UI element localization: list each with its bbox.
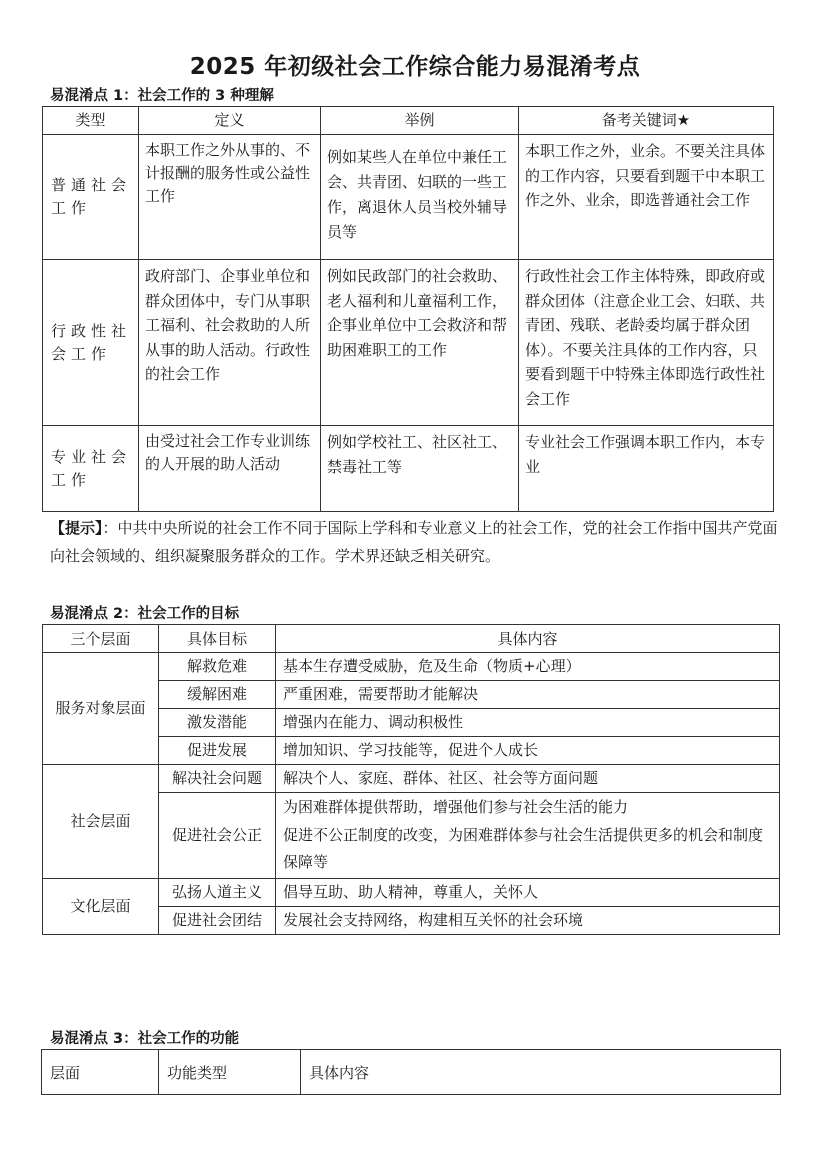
- table-row: [43, 765, 780, 793]
- section3-heading: 易混淆点 3：社会工作的功能: [50, 1031, 240, 1047]
- type-cell: 行政性社会工作: [43, 260, 139, 426]
- keywords-cell: 专业社会工作强调本职工作内，本专业: [519, 426, 774, 512]
- header-layer: 三个层面: [43, 625, 159, 653]
- header-keywords: 备考关键词★: [519, 107, 774, 135]
- type-cell: 专业社会工作: [43, 426, 139, 512]
- hint-label: 【提示】: [50, 519, 103, 537]
- goal-cell: 激发潜能: [159, 709, 276, 737]
- goal-cell: 促进社会团结: [159, 906, 276, 934]
- hint-text: ：中共中央所说的社会工作不同于国际上学科和专业意义上的社会工作，党的社会工作指中国共产党面向社会领域的、组织凝聚服务群众的工作。学术界还缺乏相关研究。: [50, 519, 778, 565]
- content-cell: 发展社会支持网络，构建相互关怀的社会环境: [276, 906, 780, 934]
- keywords-cell: 本职工作之外，业余。不要关注具体的工作内容，只要看到题干中本职工作之外、业余，即选普通社会工作: [519, 135, 774, 260]
- table-row: [43, 426, 774, 512]
- goal-cell: 解决社会问题: [159, 765, 276, 793]
- understanding-table: [42, 106, 774, 512]
- section2-heading: 易混淆点 2：社会工作的目标: [50, 606, 240, 622]
- goal-cell: 弘扬人道主义: [159, 878, 276, 906]
- goal-cell: 解救危难: [159, 653, 276, 681]
- goals-table: [42, 624, 780, 935]
- content-cell: 增强内在能力、调动积极性: [276, 709, 780, 737]
- header-type: 类型: [43, 107, 139, 135]
- content-line: 为困难群体提供帮助，增强他们参与社会生活的能力: [283, 798, 629, 816]
- table-header-row: [43, 107, 774, 135]
- content-cell: 严重困难，需要帮助才能解决: [276, 681, 780, 709]
- layer-cell: 社会层面: [43, 765, 159, 879]
- section1-heading: 易混淆点 1：社会工作的 3 种理解: [50, 88, 274, 104]
- content-cell: 倡导互助、助人精神，尊重人，关怀人: [276, 878, 780, 906]
- example-cell: 例如民政部门的社会救助、老人福利和儿童福利工作，企事业单位中工会救济和帮助困难职工的工作: [321, 260, 519, 426]
- header-content: 具体内容: [276, 625, 780, 653]
- example-cell: 例如学校社工、社区社工、禁毒社工等: [321, 426, 519, 512]
- layer-cell: 文化层面: [43, 878, 159, 934]
- table-header-row: [42, 1050, 781, 1095]
- definition-cell: 本职工作之外从事的、不计报酬的服务性或公益性工作: [139, 135, 321, 260]
- content-line: 促进不公正制度的改变，为困难群体参与社会生活提供更多的机会和制度保障等: [283, 825, 764, 871]
- definition-cell: 政府部门、企事业单位和群众团体中，专门从事职工福利、社会救助的人所从事的助人活动。行政性的社会工作: [139, 260, 321, 426]
- goal-cell: 促进社会公正: [159, 793, 276, 879]
- table-row: [43, 878, 780, 906]
- type-cell: 普通社会工作: [43, 135, 139, 260]
- content-cell: 基本生存遭受威胁，危及生命（物质+心理）: [276, 653, 780, 681]
- content-cell: [276, 793, 780, 879]
- header-goal: 具体目标: [159, 625, 276, 653]
- content-cell: 解决个人、家庭、群体、社区、社会等方面问题: [276, 765, 780, 793]
- header-content: 具体内容: [301, 1050, 781, 1095]
- example-cell: 例如某些人在单位中兼任工会、共青团、妇联的一些工作，离退休人员当校外辅导员等: [321, 135, 519, 260]
- header-definition: 定义: [139, 107, 321, 135]
- definition-cell: 由受过社会工作专业训练的人开展的助人活动: [139, 426, 321, 512]
- header-example: 举例: [321, 107, 519, 135]
- table-row: [43, 260, 774, 426]
- functions-table: [41, 1049, 781, 1095]
- goal-cell: 缓解困难: [159, 681, 276, 709]
- table-row: [43, 653, 780, 681]
- table-row: [43, 135, 774, 260]
- header-function-type: 功能类型: [159, 1050, 301, 1095]
- content-cell: 增加知识、学习技能等，促进个人成长: [276, 737, 780, 765]
- hint-paragraph: [50, 514, 785, 570]
- table-header-row: [43, 625, 780, 653]
- page-title: 2025 年初级社会工作综合能力易混淆考点: [189, 54, 641, 80]
- keywords-cell: 行政性社会工作主体特殊，即政府或群众团体（注意企业工会、妇联、共青团、残联、老龄委均属于群众团体）。不要关注具体的工作内容，只要看到题干中特殊主体即选行政性社会工作: [519, 260, 774, 426]
- goal-cell: 促进发展: [159, 737, 276, 765]
- header-layer: 层面: [42, 1050, 159, 1095]
- layer-cell: 服务对象层面: [43, 653, 159, 765]
